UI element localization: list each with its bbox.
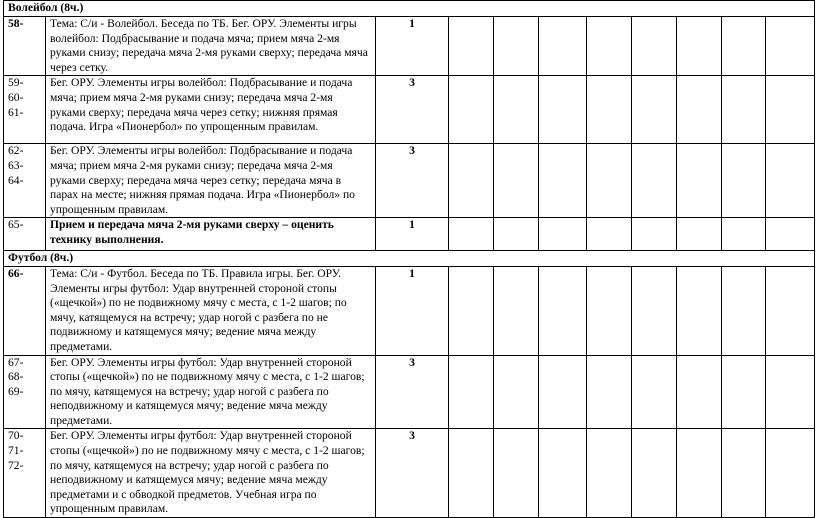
lesson-number: [4, 144, 46, 218]
lesson-plan-body: [4, 1, 815, 518]
empty-cell: [449, 429, 494, 518]
empty-cell: [494, 76, 539, 144]
lesson-number: [4, 266, 46, 355]
empty-cell: [632, 355, 677, 429]
empty-cell: [449, 17, 494, 76]
empty-cell: [677, 76, 722, 144]
lesson-topic: Тема: С/и - Футбол. Беседа по ТБ. Правила игры. Бег. ОРУ. Элементы игры футбол: Удар внутренней стороной стопы («щечкой») по не подвижному мячу с места, с 1-2 шагов; по мячу, катящемуся на встречу; удар ногой с разбега по не подвижному и катящемуся мячу; ведение мяча между предметами.: [46, 266, 376, 355]
empty-cell: [587, 429, 632, 518]
empty-cell: [587, 218, 632, 251]
empty-cell: [494, 429, 539, 518]
lesson-number-line: 63-: [8, 158, 24, 172]
lesson-row: [4, 76, 815, 144]
empty-cell: [494, 218, 539, 251]
lesson-row: [4, 429, 815, 518]
empty-cell: [587, 76, 632, 144]
empty-cell: [722, 355, 766, 429]
empty-cell: [632, 266, 677, 355]
lesson-hours: [376, 355, 449, 429]
empty-cell: [766, 17, 815, 76]
lesson-number-line: 67-: [8, 355, 24, 369]
empty-cell: [766, 355, 815, 429]
empty-cell: [449, 218, 494, 251]
empty-cell: [539, 17, 587, 76]
lesson-number: [4, 429, 46, 518]
empty-cell: [449, 144, 494, 218]
empty-cell: [677, 218, 722, 251]
lesson-hours-value: 3: [409, 144, 415, 158]
lesson-hours: [376, 17, 449, 76]
empty-cell: [677, 429, 722, 518]
section-title: Волейбол (8ч.): [4, 1, 815, 17]
empty-cell: [539, 144, 587, 218]
empty-cell: [722, 76, 766, 144]
lesson-number-line: 65-: [8, 218, 24, 232]
lesson-topic: Бег. ОРУ. Элементы игры волейбол: Подбрасывание и подача мяча; прием мяча 2-мя руками снизу; передача мяча 2-мя руками сверху; передача мяча через сетку; нижняя прямая подача. Игра «Пионербол» по упрощенным правилам.: [46, 76, 376, 144]
lesson-number-line: 72-: [8, 458, 24, 472]
empty-cell: [539, 266, 587, 355]
empty-cell: [587, 355, 632, 429]
lesson-number: [4, 218, 46, 251]
lesson-row: [4, 144, 815, 218]
lesson-number-line: 58-: [8, 17, 24, 30]
lesson-topic: Бег. ОРУ. Элементы игры волейбол: Подбрасывание и подача мяча; прием мяча 2-мя руками снизу; передача мяча 2-мя руками сверху; передача мяча через сетку; передача мяча в парах на месте; нижняя прямая подача. Игра «Пионербол» по упрощенным правилам.: [46, 144, 376, 218]
section-header-row: [4, 1, 815, 17]
lesson-number-line: 69-: [8, 384, 24, 398]
empty-cell: [677, 17, 722, 76]
empty-cell: [766, 144, 815, 218]
empty-cell: [677, 266, 722, 355]
empty-cell: [494, 144, 539, 218]
lesson-number: [4, 76, 46, 144]
lesson-number-line: 62-: [8, 144, 24, 158]
lesson-hours: [376, 144, 449, 218]
empty-cell: [632, 144, 677, 218]
empty-cell: [494, 17, 539, 76]
empty-cell: [766, 266, 815, 355]
lesson-hours-value: 3: [409, 355, 415, 369]
lesson-number-line: 64-: [8, 173, 24, 187]
lesson-topic: Бег. ОРУ. Элементы игры футбол: Удар внутренней стороной стопы («щечкой») по не подвижному мячу с места, с 1-2 шагов; по мячу, катящемуся на встречу; удар ногой с разбега по неподвижному и катящемуся мячу; ведение мяча между предметами.: [46, 355, 376, 429]
lesson-hours-value: 3: [409, 76, 415, 90]
lesson-number-line: 61-: [8, 105, 24, 119]
lesson-topic: Тема: С/и - Волейбол. Беседа по ТБ. Бег. ОРУ. Элементы игры волейбол: Подбрасывание и подача мяча; прием мяча 2-мя руками снизу; передача мяча 2-мя руками сверху; передача мяча через сетку.: [46, 17, 376, 76]
lesson-hours: [376, 429, 449, 518]
empty-cell: [587, 144, 632, 218]
empty-cell: [677, 144, 722, 218]
lesson-hours-value: 1: [409, 218, 415, 232]
lesson-number-line: 70-: [8, 429, 24, 443]
empty-cell: [539, 429, 587, 518]
empty-cell: [539, 218, 587, 251]
empty-cell: [722, 266, 766, 355]
lesson-number: [4, 355, 46, 429]
lesson-number-line: 71-: [8, 444, 24, 458]
lesson-hours-value: 3: [409, 429, 415, 443]
lesson-hours: [376, 76, 449, 144]
lesson-hours-value: 1: [409, 17, 415, 30]
empty-cell: [632, 218, 677, 251]
lesson-topic: Бег. ОРУ. Элементы игры футбол: Удар внутренней стороной стопы («щечкой») по не подвижному мячу с места, с 1-2 шагов; по мячу, катящемуся на встречу; удар ногой с разбега по неподвижному и катящемуся мячу; ведение мяча между предметами и с обводкой предметов. Учебная игра по упрощенным правилам.: [46, 429, 376, 518]
lesson-hours-value: 1: [409, 266, 415, 280]
lesson-topic: Прием и передача мяча 2-мя руками сверху – оценить технику выполнения.: [46, 218, 376, 251]
lesson-row: [4, 355, 815, 429]
empty-cell: [494, 355, 539, 429]
lesson-plan-table: [3, 0, 815, 518]
lesson-number-line: 60-: [8, 90, 24, 104]
lesson-number-line: 68-: [8, 370, 24, 384]
lesson-row: [4, 218, 815, 251]
empty-cell: [494, 266, 539, 355]
empty-cell: [449, 76, 494, 144]
empty-cell: [722, 17, 766, 76]
empty-cell: [632, 429, 677, 518]
empty-cell: [722, 429, 766, 518]
empty-cell: [539, 76, 587, 144]
empty-cell: [677, 355, 722, 429]
empty-cell: [587, 17, 632, 76]
empty-cell: [632, 76, 677, 144]
empty-cell: [449, 266, 494, 355]
empty-cell: [587, 266, 632, 355]
empty-cell: [766, 218, 815, 251]
empty-cell: [449, 355, 494, 429]
section-title: Футбол (8ч.): [4, 251, 815, 267]
lesson-number: [4, 17, 46, 76]
empty-cell: [722, 218, 766, 251]
lesson-row: [4, 266, 815, 355]
empty-cell: [766, 429, 815, 518]
lesson-number-line: 59-: [8, 76, 24, 90]
lesson-row: [4, 17, 815, 76]
empty-cell: [539, 355, 587, 429]
lesson-hours: [376, 218, 449, 251]
section-header-row: [4, 251, 815, 267]
empty-cell: [766, 76, 815, 144]
lesson-hours: [376, 266, 449, 355]
empty-cell: [722, 144, 766, 218]
lesson-number-line: 66-: [8, 266, 24, 280]
empty-cell: [632, 17, 677, 76]
